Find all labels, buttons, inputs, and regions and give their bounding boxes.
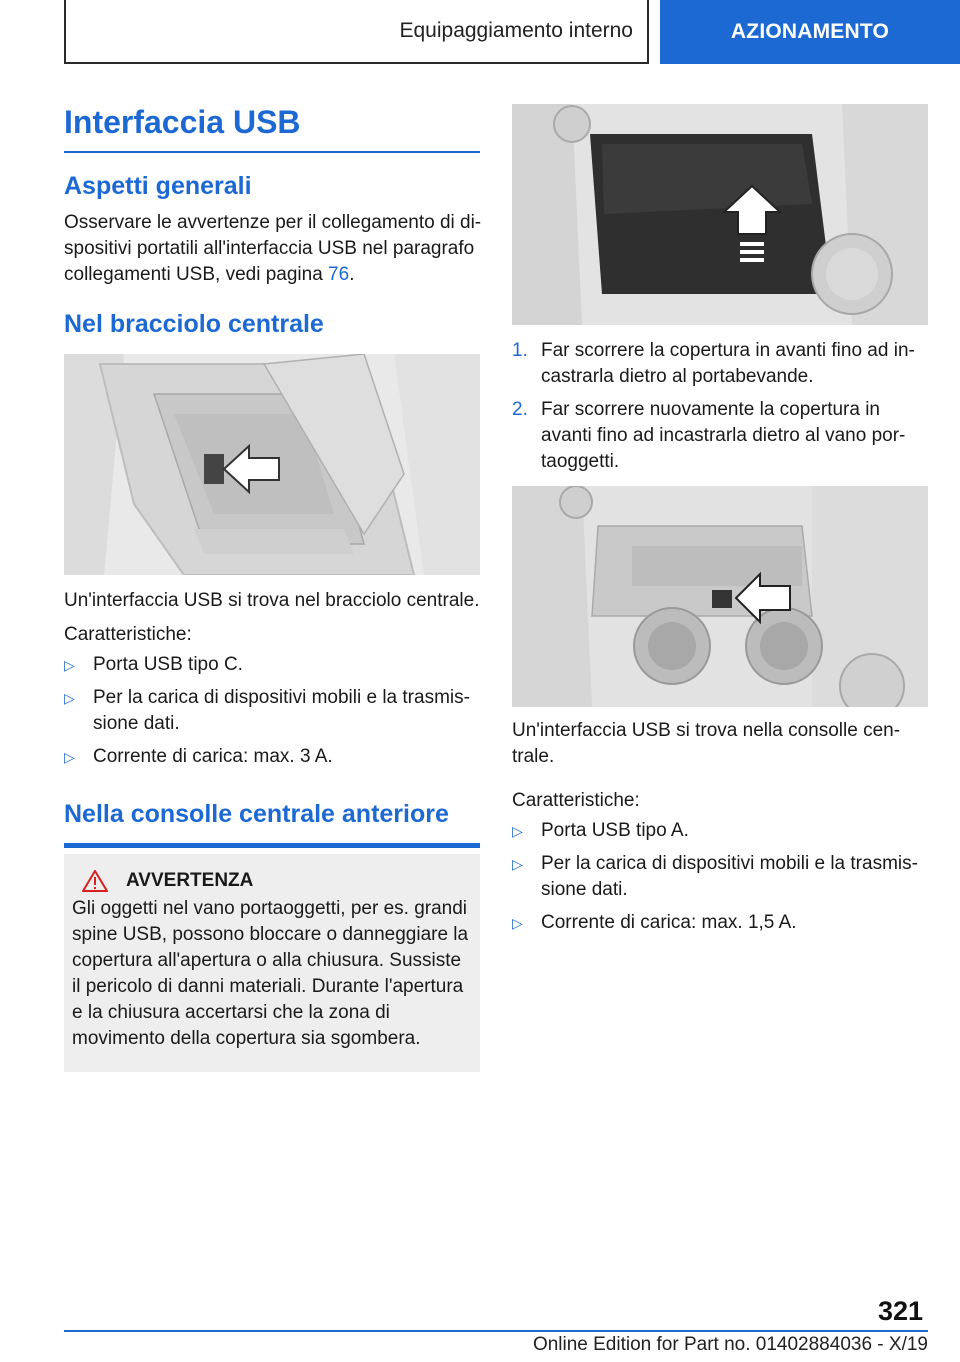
list-item	[512, 910, 928, 936]
page-link[interactable]: 76	[328, 264, 350, 285]
warning-header	[82, 870, 470, 892]
general-paragraph	[64, 210, 482, 288]
bullet-icon: ▷	[64, 749, 75, 765]
console-cover-photo	[512, 104, 928, 325]
console-features-list	[512, 818, 928, 943]
step-number: 1.	[512, 340, 528, 361]
footer-divider	[64, 1330, 928, 1332]
bullet-icon: ▷	[512, 823, 523, 839]
page-number: 321	[878, 1296, 924, 1326]
step-number: 2.	[512, 399, 528, 420]
armrest-photo	[64, 354, 480, 575]
header-chapter	[660, 0, 960, 64]
warning-icon	[82, 870, 108, 892]
general-text: Osservare le avvertenze per il collegamento di di-spositivi portatili all'interfaccia USB nel paragrafo collegamenti USB, vedi pagina	[64, 212, 482, 285]
list-item	[64, 685, 482, 737]
step-item	[512, 397, 928, 475]
list-item-text: Porta USB tipo C.	[93, 654, 243, 675]
armrest-features-label: Caratteristiche:	[64, 624, 192, 645]
warning-text: Gli oggetti nel vano portaoggetti, per es. grandi spine USB, possono bloccare o danneggiare la copertura all'apertura o alla chiusura. Sussiste il pericolo di danni materiali. Durante l'apertura e la chiusura accertarsi che la zona di movimento della copertura sia sgombera.	[72, 898, 469, 1049]
list-item-text: Per la carica di dispositivi mobili e la trasmis-sione dati.	[93, 687, 470, 734]
step-item	[512, 338, 928, 390]
warning-title: AVVERTENZA	[126, 870, 254, 891]
heading-general: Aspetti generali	[64, 172, 252, 200]
armrest-caption: Un'interfaccia USB si trova nel bracciolo centrale.	[64, 590, 480, 611]
bullet-icon: ▷	[64, 657, 75, 673]
console-usb-photo	[512, 486, 928, 707]
header-section-label: Equipaggiamento interno	[399, 19, 633, 42]
warning-box	[64, 854, 480, 1072]
bullet-icon: ▷	[64, 690, 75, 706]
list-item-text: Per la carica di dispositivi mobili e la trasmis-sione dati.	[541, 853, 918, 900]
console-features-label: Caratteristiche:	[512, 790, 640, 811]
heading-armrest: Nel bracciolo centrale	[64, 310, 324, 338]
list-item-text: Corrente di carica: max. 1,5 A.	[541, 912, 797, 933]
console-caption: Un'interfaccia USB si trova nella consolle cen-trale.	[512, 720, 901, 767]
header-chapter-label: AZIONAMENTO	[730, 20, 890, 43]
list-item	[512, 818, 928, 844]
list-item	[64, 744, 482, 770]
step-text: Far scorrere la copertura in avanti fino ad in-castrarla dietro al portabevande.	[541, 340, 915, 387]
heading-console: Nella consolle centrale anteriore	[64, 800, 480, 848]
header-section	[64, 0, 649, 64]
footer-edition: Online Edition for Part no. 01402884036 - X/19	[532, 1334, 928, 1355]
armrest-features-list	[64, 652, 482, 777]
list-item-text: Corrente di carica: max. 3 A.	[93, 746, 333, 767]
list-item	[64, 652, 482, 678]
list-item-text: Porta USB tipo A.	[541, 820, 689, 841]
bullet-icon: ▷	[512, 856, 523, 872]
list-item	[512, 851, 928, 903]
bullet-icon: ▷	[512, 915, 523, 931]
console-steps	[512, 338, 928, 482]
step-text: Far scorrere nuovamente la copertura in avanti fino ad incastrarla dietro al vano por-taoggetti.	[541, 399, 906, 472]
general-end: .	[349, 264, 355, 285]
page-title: Interfaccia USB	[64, 104, 480, 153]
